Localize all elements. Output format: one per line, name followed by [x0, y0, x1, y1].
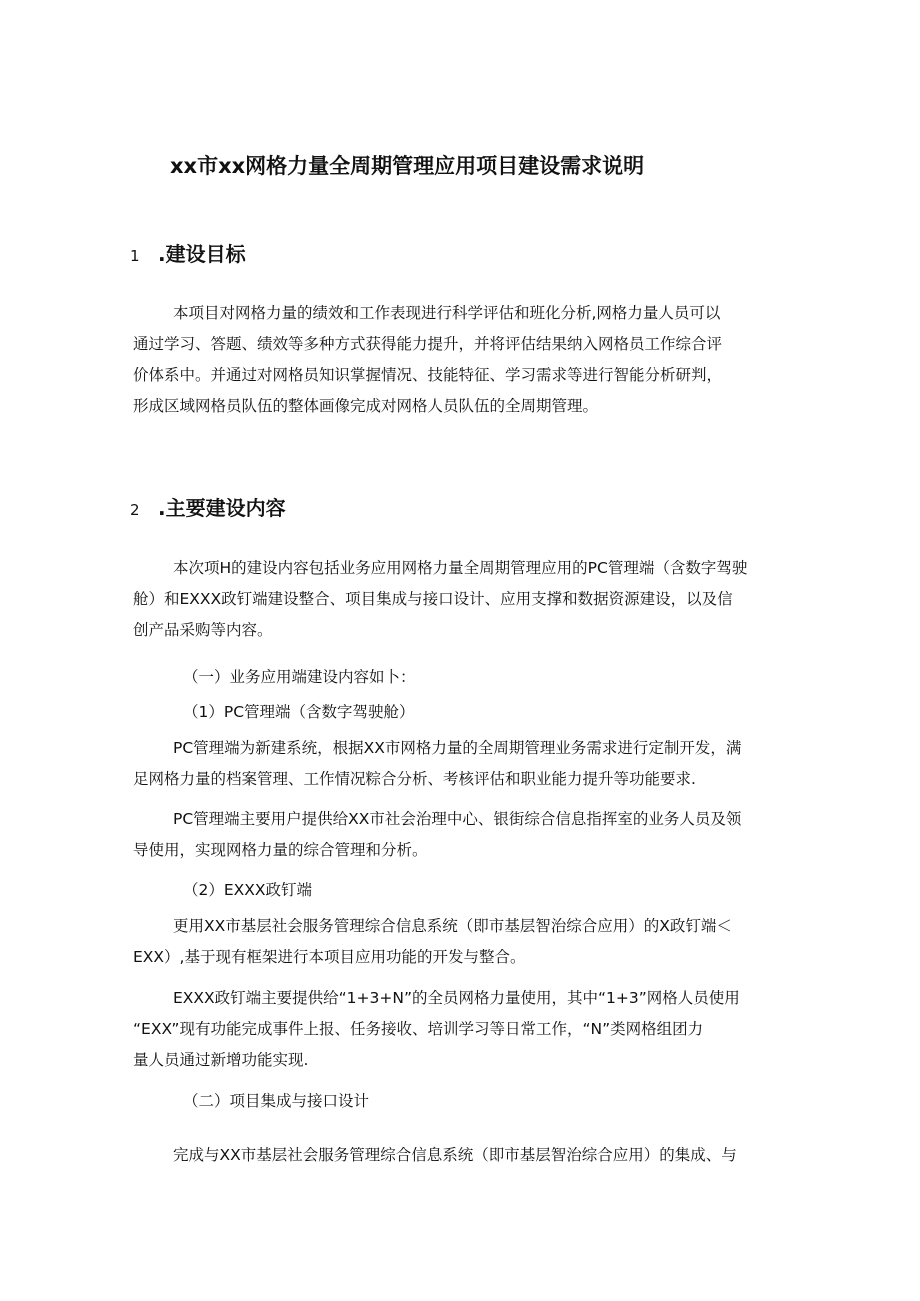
pc-paragraph-b [133, 804, 793, 866]
subsection-1-heading: （一）业务应用端建设内容如卜： [183, 668, 416, 686]
paragraph-line: 通过学习、答题、绩效等多种方式获得能力提升，并将评估结果纳入网格员工作综合评 [133, 335, 723, 353]
ex-paragraph-b [133, 983, 793, 1076]
paragraph-line: EXX）,基于现有框架进行本项目应用功能的开发与整合。 [133, 948, 526, 966]
section-1-paragraph [133, 298, 793, 422]
paragraph-line: 本次项H的建设内容包括业务应用网格力量全周期管理应用的PC管理端（含数字驾驶 [173, 559, 748, 577]
section-1-heading [130, 238, 246, 267]
paragraph-line: 足网格力量的档案管理、工作情况粽合分析、考核评估和职业能力提升等功能要求. [133, 770, 696, 788]
paragraph-line: 创产品采购等内容。 [133, 621, 273, 639]
subsection-1-2-heading: （2）EXXX政钉端 [183, 881, 313, 899]
paragraph-line: 导使用，实现网格力量的综合管理和分析。 [133, 841, 428, 859]
section-1-title: .建设目标 [158, 242, 246, 266]
section-2-number: 2 [130, 501, 140, 519]
paragraph-line: 舱）和EXXX政钉端建设整合、项目集成与接口设计、应用支撑和数据资源建设，以及信 [133, 590, 733, 608]
document-title: xx市xx网格力量全周期管理应用项目建设需求说明 [170, 154, 645, 178]
paragraph-line: 完成与XX市基层社会服务管理综合信息系统（即市基层智治综合应用）的集成、与 [173, 1146, 737, 1164]
paragraph-line: 量人员通过新增功能实现. [133, 1051, 309, 1069]
integration-paragraph [133, 1140, 793, 1171]
section-2-intro-paragraph [133, 553, 793, 646]
section-2-title: .主要建设内容 [158, 496, 286, 520]
paragraph-line: 更用XX市基层社会服务管理综合信息系统（即市基层智治综合应用）的X政钉端＜ [173, 917, 732, 935]
paragraph-line: EXXX政钉端主要提供给“1+3+N”的全员网格力量使用，其中“1+3”网格人员使用 [173, 989, 740, 1007]
section-2-heading [130, 492, 286, 521]
paragraph-line: 价体系中。并通过对网格员知识掌握情况、技能特征、学习需求等进行智能分析研判， [133, 366, 723, 384]
paragraph-line: 本项目对网格力量的绩效和工作表现进行科学评估和班化分析,网格力量人员可以 [173, 304, 721, 322]
section-1-number: 1 [130, 247, 140, 265]
paragraph-line: “EXX”现有功能完成事件上报、任务接收、培训学习等日常工作，“N”类网格组团力 [133, 1020, 704, 1038]
subsection-1-1-heading: （1）PC管理端（含数字驾驶舱） [183, 703, 415, 721]
pc-paragraph-a [133, 733, 793, 795]
paragraph-line: PC管理端主要用户提供给XX市社会治理中心、银街综合信息指挥室的业务人员及领 [173, 810, 742, 828]
ex-paragraph-a [133, 911, 793, 973]
subsection-2-heading: （二）项目集成与接口设计 [183, 1092, 370, 1110]
paragraph-line: PC管理端为新建系统，根据XX市网格力量的全周期管理业务需求进行定制开发，满 [173, 739, 742, 757]
paragraph-line: 形成区域网格员队伍的整体画像完成对网格人员队伍的全周期管理。 [133, 397, 599, 415]
